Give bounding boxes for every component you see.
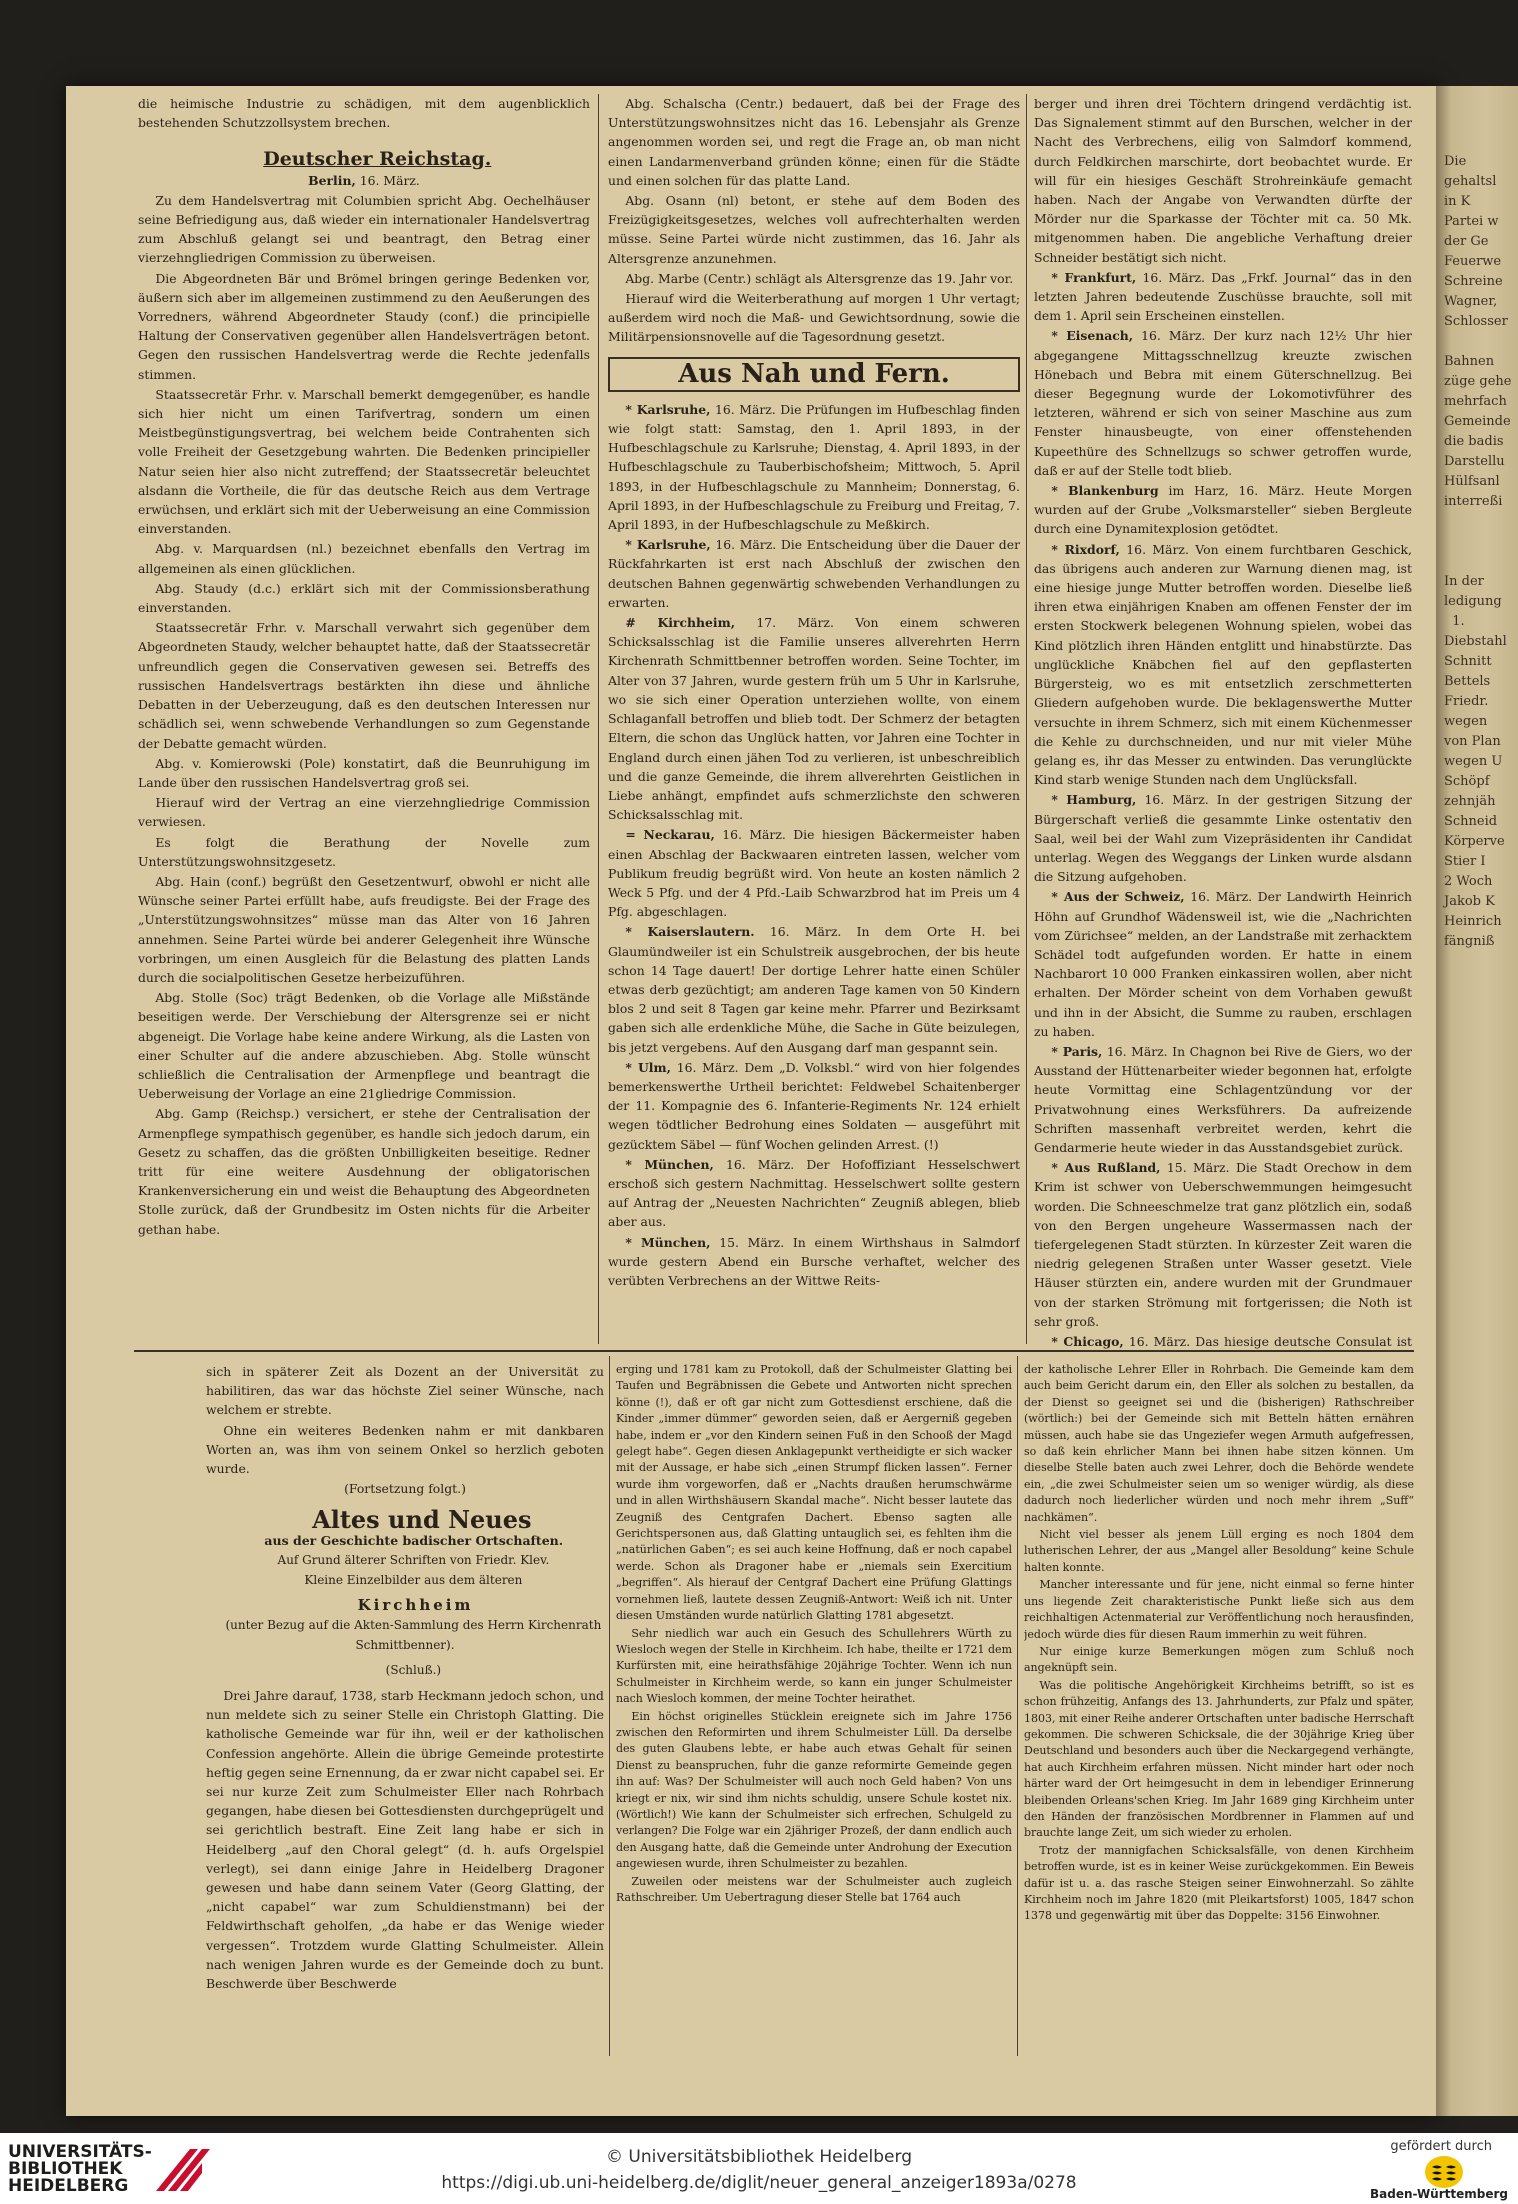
news-item (1034, 481, 1412, 539)
feuilleton-paragraph: Nicht viel besser als jenem Lüll erging es noch 1804 dem lutherischen Lehrer, der aus „Mangel aller Besoldung“ keine Schule halten konnte. (1024, 1528, 1414, 1574)
news-place: * Hamburg, (1051, 792, 1137, 808)
column-rule (609, 1356, 610, 2056)
nah-fern-title: Aus Nah und Fern. (608, 357, 1020, 392)
news-text: 16. März. In der gestrigen Sitzung der Bürgerschaft verließ die gesammte Linke ostentativ den Saal, weil bei der Wahl zum Vizepräsidenten ihr Candidat unterlag. Wegen des Weggangs der Linken wurde alsdann die Sitzung aufgehoben. (1034, 792, 1412, 885)
feuilleton-note: (unter Bezug auf die Akten-Sammlung des Herrn Kirchenrath Schmittbenner). (225, 1618, 602, 1652)
reichstag-title: Deutscher Reichstag. (263, 148, 492, 171)
column-feuilleton-middle (616, 1362, 1012, 2052)
news-place: * Aus Rußland, (1051, 1160, 1161, 1176)
news-place: * Chicago, (1051, 1334, 1124, 1349)
reichstag-paragraph: Hierauf wird der Vertrag an eine vierzehngliedrige Commission verwiesen. (138, 795, 590, 830)
news-place: * Karlsruhe, (625, 537, 711, 553)
news-item (608, 613, 1020, 824)
dateline-place: Berlin, (308, 172, 356, 188)
reichstag-paragraph: Abg. Schalscha (Centr.) bedauert, daß bei der Frage des Unterstützungswohnsitzes nicht das 16. Lebensjahr als Grenze angenommen worden sei, und regt die Frage an, ob man nicht einen Landarmenverband gründen könne; einen für die Städte und einen solchen für das platte Land. (608, 96, 1020, 188)
news-place: * Paris, (1051, 1043, 1103, 1059)
feuilleton-paragraph: Nur einige kurze Bemerkungen mögen zum Schluß noch angeknüpft sein. (1024, 1644, 1414, 1675)
column-feuilleton-left (206, 1362, 604, 2052)
news-place: * Ulm, (625, 1059, 671, 1075)
top-fragment: die heimische Industrie zu schädigen, mit dem augenblicklich bestehenden Schutzzollsystem brechen. (138, 96, 590, 131)
permalink[interactable]: https://digi.ub.uni-heidelberg.de/diglit/neuer_general_anzeiger1893a/0278 (441, 2173, 1077, 2193)
dateline-date: 16. März. (359, 172, 420, 188)
feuilleton-paragraph: Mancher interessante und für jene, nicht einmal so ferne hinter uns liegende Zeit charakteristische Punkt ließe sich aus dem reichhaltigen Actenmaterial zur Veröffentlichung noch herausfinden, jedoch würde dies für diesen Raum immerhin zu weit führen. (1024, 1578, 1414, 1641)
news-place: = Neckarau, (625, 827, 715, 843)
column-right (1034, 94, 1412, 1349)
news-place: * Frankfurt, (1051, 269, 1137, 285)
column-reichstag (138, 94, 590, 1349)
news-item (1034, 326, 1412, 480)
news-text: 16. März. Die Entscheidung über die Dauer der Rückfahrkarten ist erst nach Abschluß der zwischen den deutschen Bahnen gegenwärtig schwebenden Verhandlungen zu erwarten. (608, 537, 1020, 610)
reichstag-paragraph: Die Abgeordneten Bär und Brömel bringen geringe Bedenken vor, äußern sich aber im allgemeinen zustimmend zu den Aeußerungen des Vorredners, während Abgeordneter Staudy (conf.) die principielle Haltung der Conservativen gegenüber allen Handelsverträgen betont. Gegen den russischen Handelsvertrag werde die Rechte jedenfalls stimmen. (138, 270, 590, 382)
news-place: * München, (625, 1234, 711, 1250)
feuilleton-source: Auf Grund älterer Schriften von Friedr. Klev. (277, 1552, 550, 1567)
news-place: * Karlsruhe, (625, 401, 711, 417)
feuilleton-paragraph: Ein höchst originelles Stücklein ereignete sich im Jahre 1756 zwischen den Reformirten und ihrem Schulmeister Lüll. Da derselbe des guten Glaubens lebte, er habe auch etwas Gehalt für seinen Dienst zu beanspruchen, fuhr die ganze reformirte Gemeinde gegen ihn auf: Was? Der Schulmeister will auch noch Geld haben? Von uns kriegt er nix, wir sind ihm nichts schuldig, unsere Schule kostet nix. (Wörtlich!) Wie kann der Schulmeister sich erfrechen, Schulgeld zu verlangen? Die Folge war ein 2jähriger Prozeß, der dann endlich auch den Ausgang hatte, daß die Gemeinde unter Androhung der Execution angewiesen wurde, ihren Schulmeister zu bezahlen. (616, 1709, 1012, 1871)
reichstag-paragraph: Abg. v. Komierowski (Pole) konstatirt, daß die Beunruhigung im Lande über den russischen Handelsvertrag groß sei. (138, 755, 590, 790)
news-text: 16. März. Das „Frkf. Journal“ das in den letzten Jahren bedeutende Zuschüsse brauchte, soll mit dem 1. April sein Erscheinen einstellen. (1034, 269, 1412, 324)
news-place: * München, (625, 1156, 714, 1172)
story-paragraph: Ohne ein weiteres Bedenken nahm er mit dankbaren Worten an, was ihm von seinem Onkel so herzlich geboten wurde. (206, 1422, 604, 1477)
logo-line: HEIDELBERG (8, 2176, 129, 2196)
reichstag-paragraph: Abg. Staudy (d.c.) erklärt sich mit der Commissionsberathung einverstanden. (138, 580, 590, 616)
news-place: * Rixdorf, (1051, 541, 1120, 557)
feuilleton-paragraph: Trotz der mannigfachen Schicksalsfälle, von denen Kirchheim betroffen wurde, ist es in keiner Weise zurückgekommen. Ein Beweis dafür ist u. a. das rasche Steigen seiner Einwohnerzahl. So zählte Kirchheim noch im Jahre 1820 (mit Pleikartsforst) 1005, 1847 schon 1378 und gegenwärtig mit über das Doppelte: 3156 Einwohner. (1024, 1843, 1414, 1923)
column-rule (1017, 1356, 1018, 2056)
news-item (608, 535, 1020, 612)
news-text: 16. März. In dem Orte H. bei Glaumündweiler ist ein Schulstreik ausgebrochen, der bis heute schon 14 Tage dauert! Der dortige Lehrer hatte einen Schüler etwas derb gezüchtigt; am anderen Tage kamen von 50 Kindern blos 2 und seit 8 Tagen gar keine mehr. Pfarrer und Bezirksamt gaben sich alle erdenkliche Mühe, die Sache in Güte beizulegen, bis jetzt vergebens. Auf den Ausgang darf man gespannt sein. (608, 924, 1020, 1055)
news-text: 16. März. Die Prüfungen im Hufbeschlag finden wie folgt statt: Samstag, den 1. April 1893, in der Hufbeschlagschule zu Karlsruhe; Dienstag, 4. April 1893, in der Hufbeschlagschule zu Tauberbischofsheim; Mittwoch, 5. April 1893, in der Hufbeschlagschule zu Mannheim; Donnerstag, 6. April 1893, in der Hufbeschlagschule zu Freiburg und Freitag, 7. April 1893, in der Hufbeschlagschule zu Meßkirch. (608, 401, 1020, 533)
story-continuation: sich in späterer Zeit als Dozent an der Universität zu habilitiren, das war das höchste Ziel seiner Wünsche, nach welchem er strebte. (206, 1364, 604, 1418)
feuilleton-paragraph: erging und 1781 kam zu Protokoll, daß der Schulmeister Glatting bei Taufen und Begräbnissen die Gebete und Antworten nicht sprechen könne (!), daß er oft gar nicht zum Gottesdienst erschiene, daß die Kinder „immer dümmer“ geworden seien, daß er Aergerniß gegeben habe, indem er „vor den Kindern seinen Fuß in den Schooß der Magd gelegt habe“. Gegen diesen Anklagepunkt vertheidigte er sich wacker mit der Aussage, er habe sich „einen Strumpf flicken lassen“. Ferner wurde ihm vorgeworfen, daß er „Nachts draußen herumschwärme und in allen Wirthshäusern Skandal mache“. Nicht besser lautete das Zeugniß des Centgrafen Dachert. Ebenso sagten alle Gerichtspersonen aus, daß Glatting untauglich sei, es fehlten ihm die „natürlichen Gaben“; es sei auch keine Hoffnung, daß er noch capabel werde. Schon als Dragoner habe er „niemals sein Exercitium „begriffen“. Als hierauf der Centgraf Dachert eine Prüfung Glattings vornehmen ließ, lautete dessen Zeugniß-Antwort: Weiß ich nit. Unter diesen Umständen wurde natürlich Glatting 1781 abgesetzt. (616, 1363, 1012, 1623)
news-item (608, 1058, 1020, 1154)
news-place: * Aus der Schweiz, (1051, 889, 1185, 905)
news-item (608, 825, 1020, 921)
reichstag-paragraph: Abg. v. Marquardsen (nl.) bezeichnet ebenfalls den Vertrag im allgemeinen als einen glücklichen. (138, 541, 590, 576)
reichstag-paragraph: Hierauf wird die Weiterberathung auf morgen 1 Uhr vertagt; außerdem wird noch die Maß- und Gewichtsordnung, sowie die Militärpensionsnovelle auf die Tagesordnung gesetzt. (608, 291, 1020, 345)
feuilleton-place: Kirchheim (357, 1596, 474, 1615)
logo-line: UNIVERSITÄTS- (8, 2142, 152, 2162)
reichstag-paragraph: Staatssecretär Frhr. v. Marschall bemerkt demgegenüber, es handle sich hier nicht um einen Tarifvertrag, sondern um einen Meistbegünstigungsvertrag, bei welchem beide Contrahenten sich volle Freiheit der Gesetzgebung wahrten. Die Bedenken principieller Natur seien hier also nicht zutreffend; der Staatssecretär beleuchtet alsdann die Vortheile, die für das deutsche Reich aus dem Vertrage erwüchsen, und erklärt sich mit der Ueberweisung an eine Commission einverstanden. (138, 386, 590, 537)
next-page-text: Die gehaltsl in K Partei w der Ge Feuerwe Schreine Wagner, Schlosser Bahnen züge gehe mehrfach Gemeinde die badis Darstellu Hülfsanl interreßi In der ledigung 1. Diebstahl Schnitt Bettels Friedr. wegen von Plan wegen U Schöpf zehnjäh Schneid Körperve Stier I 2 Woch Jakob K Heinrich fängniß (1444, 154, 1512, 949)
news-place: * Eisenach, (1051, 328, 1134, 344)
news-item (1034, 1332, 1412, 1349)
news-item (608, 400, 1020, 534)
viewer-footer (0, 2133, 1518, 2204)
news-item (608, 1233, 1020, 1291)
column-rule (1026, 94, 1027, 1344)
reichstag-paragraph: Abg. Stolle (Soc) trägt Bedenken, ob die Vorlage alle Mißstände beseitigen werde. Der Verschiebung der Altersgrenze sei er nicht abgeneigt. Die Vorlage habe keine andere Wirkung, als die Lasten von einer Schulter auf die andere abzuschieben. Abg. Stolle wünscht schließlich die Centralisation der Armenpflege und beantragt die Ueberweisung der Vorlage an eine 21gliedrige Commission. (138, 990, 590, 1102)
news-text: im Harz, 16. März. Heute Morgen wurden auf der Grube „Volksmarsteller“ sieben Bergleute durch eine Dynamitexplosion getödtet. (1034, 483, 1412, 537)
reichstag-paragraph: Es folgt die Berathung der Novelle zum Unterstützungswohnsitzgesetz. (138, 834, 590, 869)
news-text: 16. März. Von einem furchtbaren Geschick, das übrigens auch anderen zur Warnung dienen mag, ist eine hiesige junge Mutter betroffen worden. Dieselbe ließ ihren etwa einjährigen Knaben am offenen Fenster der im ersten Stockwerk belegenen Wohnung spielen, wobei das Kind plötzlich ihren Händen entglitt und hinabstürzte. Das unglückliche Knäbchen fiel auf den gepflasterten Bürgersteig, wo es mit entsetzlich zerschmetterten Gliedern aufgehoben wurde. Die beklagenswerthe Mutter versuchte in ihrem Schmerz, sich mit einem Küchenmesser die Kehle zu durchschneiden, und nur mit vieler Mühe gelang es, ihr das Messer zu entwinden. Das verunglückte Kind starb wenige Stunden nach dem Unglücksfall. (1034, 541, 1412, 788)
news-text: 15. März. Die Stadt Orechow in dem Krim ist schwer von Ueberschwemmungen heimgesucht worden. Die Schneeschmelze trat ganz plötzlich ein, sodaß von den Bergen ungeheure Wassermassen nach der tiefergelegenen Stadt stürzten. In kürzester Zeit waren die niedrig gelegenen Straßen unter Wasser gesetzt. Viele Häuser stürzten ein, andere wurden mit der Grundmauer von der starken Strömung mit fortgerissen; die Noth ist sehr groß. (1034, 1160, 1412, 1329)
feuilleton-paragraph: Zuweilen oder meistens war der Schulmeister auch zugleich Rathschreiber. Um Uebertragung dieser Stelle bat 1764 auch (616, 1874, 1012, 1904)
feuilleton-paragraph: der katholische Lehrer Eller in Rohrbach. Die Gemeinde kam dem auch beim Gericht darum ein, den Eller als solchen zu bestallen, da der Dienst so geeignet sei und die (bisherigen) Rathschreiber (wörtlich:) bei der Gemeinde sich mit Betteln hätten ernähren müssen, auch habe sie das Ungeziefer wegen Armuth aufgefressen, so daß kein ehrlicher Mann bei ihnen habe sitzen können. Um dieselbe Stelle baten auch zwei Lehrer, doch die Behörde wendete ein, „die zwei Schulmeister seien um so weniger würdig, als diese dadurch noch liederlicher würden und noch mehr ihrem „Suff“ nachkämen“. (1024, 1363, 1414, 1524)
copyright-text: © Universitätsbibliothek Heidelberg (605, 2147, 912, 2167)
column-middle (608, 94, 1020, 1349)
news-item (1034, 1042, 1412, 1157)
news-place: * Blankenburg (1051, 483, 1159, 499)
news-text: 16. März. Die hiesigen Bäckermeister haben einen Abschlag der Backwaaren eintreten lassen, welcher vom Publikum freudig begrüßt wird. Von heute an kosten nämlich 2 Weck 5 Pfg. und der 4 Pfd.-Laib Schwarzbrod hat im Preis um 4 Pfg. abgeschlagen. (608, 827, 1020, 920)
feuilleton-series: Kleine Einzelbilder aus dem älteren (304, 1573, 523, 1588)
news-text: 17. März. Von einem schweren Schicksalsschlag ist die Familie unseres allverehrten Herrn Kirchenrath Schmittbenner betroffen worden. Seine Tochter, im Alter von 37 Jahren, wurde gestern früh um 5 Uhr in Karlsruhe, wo sie sich einer Operation unterziehen wollte, von einem Schlaganfall betroffen und blieb todt. Der Schmerz der betagten Eltern, die schon das Unglück hatten, vor Jahren eine Tochter in England durch einen jähen Tod zu verlieren, ist unbeschreiblich und die ganze Gemeinde, die ihrem allverehrten Geistlichen in Liebe anhängt, empfindet aufs schmerzlichste den schweren Schicksalsschlag mit. (608, 615, 1020, 823)
news-text: 16. März. Der Hofoffiziant Hesselschwert erschoß sich gestern Nachmittag. Hesselschwert sollte gestern auf Antrag der „Neuesten Nachrichten“ Zeugniß ablegen, blieb aber aus. (608, 1156, 1020, 1230)
news-text: 16. März. Dem „D. Volksbl.“ wird von hier folgendes bemerkenswerthe Urtheil berichtet: Feldwebel Schaitenberger der 11. Kompagnie des 6. Infanterie-Regiments Nr. 124 erhielt wegen tödtlicher Bedrohung eines Soldaten — ausgeführt mit gezücktem Säbel — fünf Wochen gelinden Arrest. (!) (608, 1059, 1020, 1152)
feuilleton-conclusion-marker: (Schluß.) (385, 1662, 442, 1677)
reichstag-paragraph: Staatssecretär Frhr. v. Marschall verwahrt sich gegenüber dem Abgeordneten Staudy, welcher behauptet hatte, daß der Staatssecretär unfreundlich gegen die Conservativen gewesen sei. Betreffs des russischen Handelsvertrags bestärkten ihn diese und ähnliche Debatten in der Ueberzeugung, daß es den deutschen Interessen nur schädlich sei, wenn schwebende Verhandlungen so zum Gegenstande der Debatte gemacht würden. (138, 620, 590, 751)
next-page-edge (1436, 86, 1518, 2116)
funder-name: Baden-Württemberg (1369, 2187, 1508, 2201)
feuilleton-paragraph: Was die politische Angehörigkeit Kirchheims betrifft, so ist es schon frühzeitig, Anfangs des 13. Jahrhunderts, zur Pfalz und später, 1803, mit einer Reihe anderer Ortschaften unter badische Herrschaft gekommen. Die schweren Schicksale, die der 30jährige Krieg über Deutschland und besonders auch über die Neckargegend verhängte, hat auch Kirchheim erfahren müssen. Nicht minder hart oder noch härter ward der Ort heimgesucht in dem in lebendiger Erinnerung bleibenden Orleans'schen Krieg. Im Jahr 1689 ging Kirchheim unter den Händen der französischen Mordbrenner in Flammen auf und brauchte lange Zeit, um sich wieder zu erholen. (1024, 1678, 1414, 1840)
news-text: 15. März. In einem Wirthshaus in Salmdorf wurde gestern Abend ein Bursche verhaftet, welcher des verübten Verbrechens an der Wittwe Reits- (608, 1234, 1020, 1288)
reichstag-paragraph: Abg. Hain (conf.) begrüßt den Gesetzentwurf, obwohl er nicht alle Wünsche seiner Partei erfüllt habe, aufs freudigste. Bei der Frage des „Unterstützungswohnsitzes“ müsse man das Alter von 16 Jahren annehmen. Seine Partei würde bei anderer Gelegenheit ihre Wünsche vorbringen, um einen Ausgleich für die Belastung des platten Lands durch die socialpolitischen Gesetze herbeizuführen. (138, 873, 590, 985)
news-place: # Kirchheim, (625, 615, 736, 631)
feuilleton-paragraph: Drei Jahre darauf, 1738, starb Heckmann jedoch schon, und nun meldete sich zu seiner Stelle ein Christoph Glatting. Die katholische Gemeinde war für ihn, weil er der katholischen Confession angehörte. Allein die übrige Gemeinde protestirte heftig gegen seine Ernennung, da er zwar nicht capabel sei. Er sei nur kurze Zeit zum Schulmeister Eller nach Rohrbach gegangen, habe diesen bei Gottesdiensten durchgeprügelt und sei gerichtlich bestraft. Eine Zeit lang habe er sich in Heidelberg „auf den Choral gelegt“ (d. h. aufs Orgelspiel verlegt), sei dann einige Jahre in Heidelberg Dragoner gewesen und habe dann seinem Vater (Georg Glatting, der „nicht capabel“ war zum Schuldienstmann) bei der Feldwirthschaft geholfen, „da habe er das Wenige wieder vergessen“. Trotzdem wurde Glatting Schulmeister. Allein nach wenigen Jahren wurde es der Gemeinde doch zu bunt. Beschwerde über Beschwerde (206, 1688, 604, 1992)
funded-by-label: gefördert durch (1390, 2139, 1492, 2154)
column-feuilleton-right (1024, 1362, 1414, 2052)
news-item (1034, 268, 1412, 326)
news-item (1034, 540, 1412, 790)
news-text: 16. März. In Chagnon bei Rive de Giers, wo der Ausstand der Hüttenarbeiter wieder begonnen hat, erfolgte heute Vormittag eine Schlagentzündung vor der Privatwohnung eines Werksführers. Da aufreizende Schriften massenhaft verbreitet werden, kehrt die Gendarmerie heute wieder in das Ausstandsgebiet zurück. (1034, 1043, 1412, 1155)
news-item (608, 922, 1020, 1056)
feuilleton-subtitle: aus der Geschichte badischer Ortschaften. (264, 1532, 564, 1548)
feuilleton-rule (134, 1350, 1414, 1352)
news-continuation: berger und ihren drei Töchtern dringend verdächtig ist. Das Signalement stimmt auf den Burschen, welcher in der Nacht des Verbrechens, eilig von Salmdorf kommend, durch Feldkirchen marschirte, dort beobachtet wurde. Er will für ein hiesiges Geschäft Strohreinkäufe gemacht haben. Nach der Angabe von Verwandten dürfte der Mörder nur die Sparkasse der Töchter mit ca. 50 Mk. mitgenommen haben. Die angebliche Verhaftung dreier Schneider bestätigt sich nicht. (1034, 96, 1412, 265)
news-item (1034, 790, 1412, 886)
feuilleton-paragraph: Sehr niedlich war auch ein Gesuch des Schullehrers Würth zu Wiesloch wegen der Stelle in Kirchheim. Ich habe, theilte er 1721 dem Kurfürsten mit, eine heirathsfähige 20jährige Tochter. Wenn ich nun Schulmeister in Kirchheim werde, so kann ein junger Schulmeister nach Wiesloch kommen, der meine Tochter heirathet. (616, 1626, 1012, 1706)
news-item (1034, 887, 1412, 1041)
reichstag-paragraph: Abg. Osann (nl) betont, er stehe auf dem Boden des Freizügigkeitsgesetzes, welches voll aufrechterhalten werden müsse. Seine Partei würde nicht zustimmen, das 16. Jahr als Altersgrenze anzunehmen. (608, 193, 1020, 266)
bw-crest-icon (1424, 2155, 1464, 2189)
news-item (608, 1155, 1020, 1232)
news-text: 16. März. Der kurz nach 12½ Uhr hier abgegangene Mittagsschnellzug kreuzte zwischen Hönebach und Bebra mit einem Güterschnellzug. Bei dieser Begegnung wurde der Lokomotivführer des letzteren, während er sich von seiner Maschine aus zum Fenster hinausbeugte, von einer offenstehenden Kupeethüre des Schnellzugs so schwer getroffen wurde, daß er auf der Stelle todt blieb. (1034, 328, 1412, 478)
news-text: 16. März. Der Landwirth Heinrich Höhn auf Grundhof Wädensweil ist, wie die „Nachrichten vom Zürichsee“ melden, an der Landstraße mit zerhacktem Schädel todt aufgefunden worden. Er hatte in einem Nachbarort 10 000 Franken einkassiren wollen, aber nicht erhalten. Der Mörder scheint von dem Vorhaben gewußt und ihn in der Absicht, die Summe zu rauben, erschlagen zu haben. (1034, 889, 1412, 1039)
reichstag-paragraph: Abg. Marbe (Centr.) schlägt als Altersgrenze das 19. Jahr vor. (625, 270, 1014, 286)
reichstag-paragraph: Zu dem Handelsvertrag mit Columbien spricht Abg. Oechelhäuser seine Befriedigung aus, daß wieder ein internationaler Handelsvertrag zum Abschluß gelangt sei und beantragt, den Betrag einer vierzehngliedrigen Commission zu überweisen. (138, 192, 590, 266)
feuilleton-title: Altes und Neues (312, 1505, 532, 1535)
reichstag-paragraph: Abg. Gamp (Reichsp.) versichert, er stehe der Centralisation der Armenpflege sympathisch gegenüber, es handle sich jedoch darum, ein Gesetz zu schaffen, das die größten Unbilligkeiten beseitige. Redner tritt für eine weitere Ausdehnung der obligatorischen Krankenversicherung ein und weist die Behauptung des Abgeordneten Stolle zurück, daß der Grundbesitz im Osten nichts für die Arbeiter gethan habe. (138, 1106, 590, 1237)
news-item (1034, 1158, 1412, 1331)
news-place: * Kaiserslautern. (625, 924, 755, 940)
logo-line: BIBLIOTHEK (8, 2159, 123, 2179)
continuation-note: (Fortsetzung folgt.) (344, 1481, 466, 1497)
reichstag-dateline (138, 171, 590, 190)
news-text: 16. März. Das hiesige deutsche Consulat ist (1128, 1334, 1412, 1349)
column-rule (598, 94, 599, 1344)
